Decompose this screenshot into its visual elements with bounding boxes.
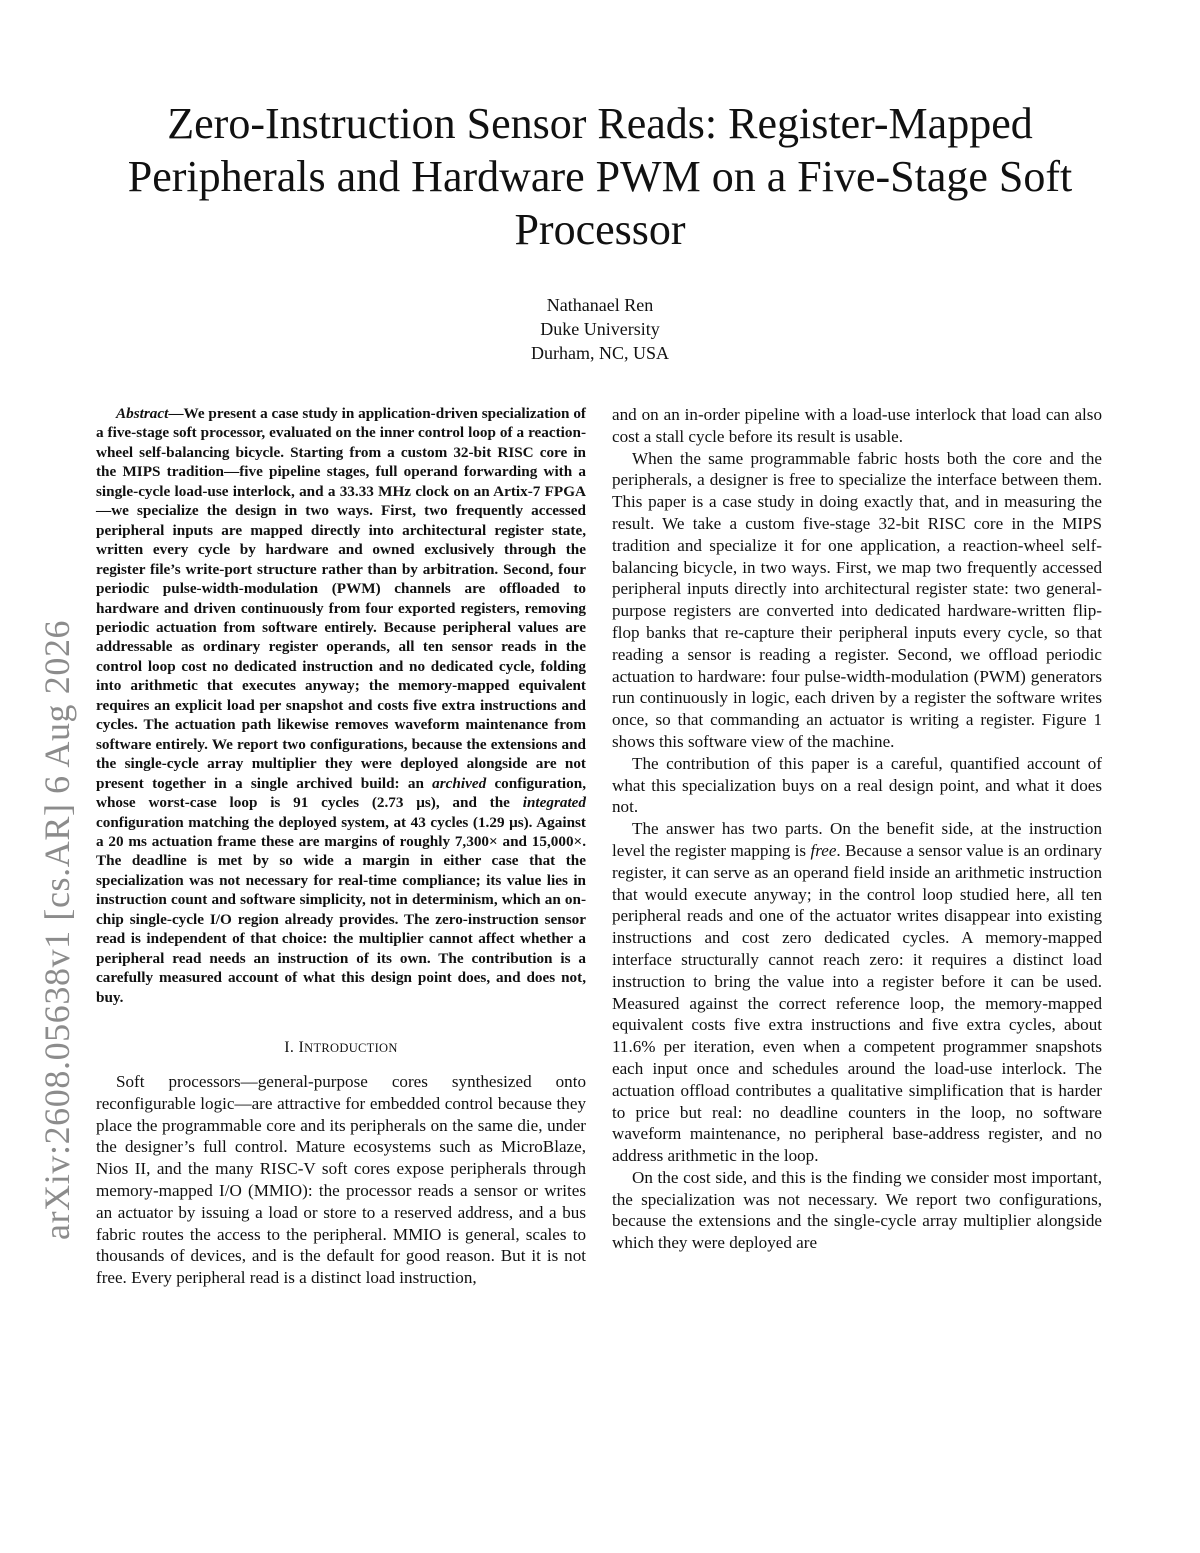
intro-paragraph-4 — [612, 818, 1102, 1167]
intro-paragraph-4-text-a: The answer has two parts. On the benefit side, at the instruction level the register mapping is — [612, 819, 1102, 860]
paper-title: Zero-Instruction Sensor Reads: Register-Mapped Peripherals and Hardware PWM on a Five-Stage Soft Processor — [127, 99, 1073, 254]
intro-emphasis-free: free — [810, 840, 837, 860]
intro-paragraph-1-continued: and on an in-order pipeline with a load-use interlock that load can also cost a stall cycle before its result is usable. — [612, 405, 1102, 446]
section-title-initial: I — [298, 1039, 305, 1057]
intro-paragraph-5: On the cost side, and this is the finding we consider most important, the specialization was not necessary. We report two configurations, because the extensions and the single-cycle array multiplier alongside which they were deployed are — [612, 1167, 1102, 1253]
author-block — [300, 293, 900, 365]
section-title-rest: NTRODUCTION — [304, 1041, 398, 1056]
abstract — [96, 404, 586, 1007]
intro-paragraph-3: The contribution of this paper is a careful, quantified account of what this specialization buys on a real design point, and what it does not. — [612, 753, 1102, 817]
intro-paragraph-1: Soft processors—general-purpose cores synthesized onto reconfigurable logic—are attractive for embedded control because they place the programmable core and its peripherals on the same die, under the designer’s full control. Mature ecosystems such as MicroBlaze, Nios II, and the many RISC-V soft cores expose peripherals through memory-mapped I/O (MMIO): the processor reads a sensor or writes an actuator by issuing a load or store to a reserved address, and a bus fabric routes the access to the peripheral. MMIO is general, scales to thousands of devices, and is the default for good reason. But it is not free. Every peripheral read is a distinct load instruction, — [96, 1072, 586, 1288]
abstract-text-3: configuration matching the deployed system, at 43 cycles (1.29 μs). Against a 20 ms actuation frame these are margins of roughly 7,300× and 15,000×. The deadline is met by so wide a margin in either case that the specialization was not necessary for real-time compliance; its value lies in instruction count and software simplicity, not in determinism, which an on-chip single-cycle I/O region already provides. The zero-instruction sensor read is independent of that choice: the multiplier cannot affect whether a peripheral read needs an instruction of its own. The contribution is a carefully measured account of what this design point does, and does not, buy. — [96, 813, 586, 1006]
arxiv-identifier-stamp: arXiv:2608.05638v1 [cs.AR] 6 Aug 2026 — [37, 619, 77, 1240]
intro-paragraph-2: When the same programmable fabric hosts both the core and the peripherals, a designer is free to specialize the interface between them. This paper is a case study in doing exactly that, and in measuring the result. We take a custom five-stage 32-bit RISC core in the MIPS tradition and specialize it for one application, a reaction-wheel self-balancing bicycle, in two ways. First, we map two frequently accessed peripheral inputs directly into architectural register state: two general-purpose registers are converted into dedicated hardware-written flip-flop banks that re-capture their peripheral inputs every cycle, so that reading a sensor is reading a register. Second, we offload periodic actuation to hardware: four pulse-width-modulation (PWM) generators run continuously in logic, each driven by a register the software writes once, so that commanding an actuator is writing a register. Figure 1 shows this software view of the machine. — [612, 448, 1102, 751]
section-number: I. — [284, 1039, 299, 1057]
author-location: Durham, NC, USA — [531, 343, 669, 363]
author-name: Nathanael Ren — [546, 295, 654, 315]
right-column — [612, 404, 1102, 1254]
abstract-emphasis-archived: archived — [432, 774, 487, 792]
abstract-text-1: —We present a case study in application-driven specialization of a five-stage soft processor, evaluated on the inner control loop of a reaction-wheel self-balancing bicycle. Starting from a custom 32-bit RISC core in the MIPS tradition—five pipeline stages, full operand forwarding with a single-cycle load-use interlock, and a 33.33 MHz clock on an Artix-7 FPGA—we specialize the design in two ways. First, two frequently accessed peripheral inputs are mapped directly into architectural register state, written every cycle by hardware and owned exclusively through the register file’s write-port structure rather than by arbitration. Second, four periodic pulse-width-modulation (PWM) channels are offloaded to hardware and driven continuously from four exported registers, removing periodic actuation from software entirely. Because peripheral values are addressable as ordinary register operands, all ten sensor reads in the control loop cost no dedicated instruction and no dedicated cycle, folding into arithmetic that executes anyway; the memory-mapped equivalent requires an explicit load per snapshot and costs five extra instructions and cycles. The actuation path likewise removes waveform maintenance from software entirely. We report two configurations, because the extensions and the single-cycle array multiplier they were deployed alongside are not present together in a single archived build: an — [96, 405, 586, 792]
left-column — [96, 404, 586, 1289]
section-heading-introduction — [96, 1039, 586, 1057]
abstract-text-2: configuration, whose worst-case loop is 91 cycles (2.73 μs), and the — [96, 774, 586, 812]
author-affiliation: Duke University — [540, 319, 660, 339]
abstract-emphasis-integrated: integrated — [522, 794, 586, 812]
intro-paragraph-4-text-b: . Because a sensor value is an ordinary register, it can serve as an operand field inside an arithmetic instruction that would execute anyway; in the control loop studied here, all ten peripheral reads and one of the actuator writes disappear into existing instructions and cost zero dedicated cycles. A memory-mapped interface structurally cannot reach zero: it requires a distinct load instruction to bring the value into a register before it can be used. Measured against the correct reference loop, the memory-mapped equivalent costs five extra instructions and five extra cycles, about 11.6% per iteration, even when a competent programmer snapshots each input once and schedules around the load-use interlock. The actuation offload contributes a qualitative simplification that is harder to price but real: no deadline counters in the loop, no software waveform maintenance, no peripheral base-address register, and no address arithmetic in the loop. — [612, 840, 1102, 1166]
abstract-label: Abstract — [116, 405, 169, 422]
